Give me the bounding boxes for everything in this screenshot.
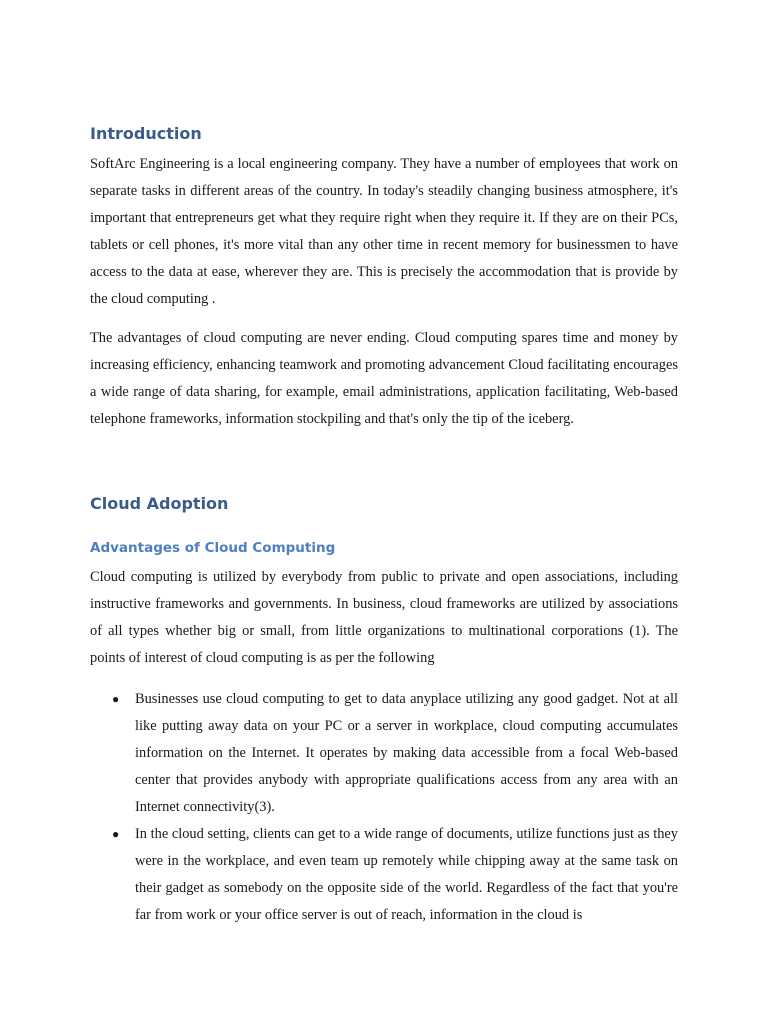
list-item <box>90 686 678 821</box>
intro-paragraph-1: SoftArc Engineering is a local engineering company. They have a number of employees that work on separate tasks in different areas of the country. In today's steadily changing business atmosphere, it's important that entrepreneurs get what they require right when they require it. If they are on their PCs, tablets or cell phones, it's more vital than any other time in recent memory for businessmen to have access to the data at ease, wherever they are. This is precisely the accommodation that is provide by the cloud computing . <box>90 156 678 307</box>
cloud-adoption-heading: Cloud Adoption <box>90 494 229 513</box>
bullet-icon: ● <box>112 827 120 841</box>
list-item <box>90 821 678 929</box>
advantages-subheading: Advantages of Cloud Computing <box>90 540 336 556</box>
introduction-heading: Introduction <box>90 124 202 143</box>
bullet-text: In the cloud setting, clients can get to a wide range of documents, utilize functions just as they were in the workplace, and even team up remotely while chipping away at the same task on their gadget as somebody on the opposite side of the world. Regardless of the fact that you're far from work or your office server is out of reach, information in the cloud is <box>135 826 678 923</box>
advantages-bullet-list <box>90 686 678 929</box>
bullet-icon: ● <box>112 692 120 706</box>
intro-paragraph-2: The advantages of cloud computing are never ending. Cloud computing spares time and money by increasing efficiency, enhancing teamwork and promoting advancement Cloud facilitating encourages a wide range of data sharing, for example, email administrations, application facilitating, Web-based telephone frameworks, information stockpiling and that's only the tip of the iceberg. <box>90 330 678 427</box>
bullet-text: Businesses use cloud computing to get to data anyplace utilizing any good gadget. Not at all like putting away data on your PC or a server in workplace, cloud computing accumulates information on the Internet. It operates by making data accessible from a focal Web-based center that provides anybody with appropriate qualifications access from any area with an Internet connectivity(3). <box>135 691 678 815</box>
advantages-paragraph: Cloud computing is utilized by everybody from public to private and open associations, including instructive frameworks and governments. In business, cloud frameworks are utilized by associations of all types whether big or small, from little organizations to multinational corporations (1). The points of interest of cloud computing is as per the following <box>90 569 678 666</box>
